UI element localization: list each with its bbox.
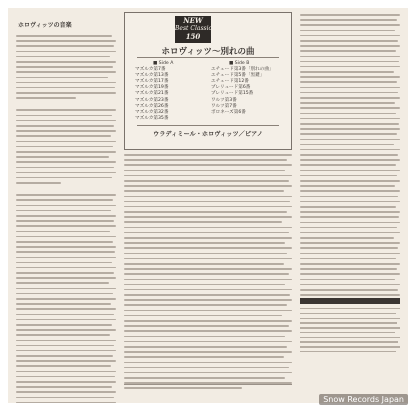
text-line — [300, 164, 396, 166]
text-line — [300, 185, 395, 187]
text-line — [300, 19, 397, 21]
side-b-track: エチュード第5番「黒鍵」 — [211, 73, 265, 79]
series-logo-line-2: Best Classics — [175, 25, 215, 32]
text-line — [300, 247, 398, 249]
liner-notes-middle-column — [124, 154, 292, 394]
text-line — [16, 267, 116, 269]
text-line — [300, 133, 397, 135]
text-line — [16, 303, 111, 305]
text-line — [300, 273, 400, 275]
text-line — [16, 355, 113, 357]
side-b-track: プレリュード第15番 — [211, 91, 254, 97]
text-line — [124, 351, 292, 353]
side-b-tracklist — [211, 61, 281, 116]
text-line — [16, 56, 110, 58]
side-a-track: マズルカ第21番 — [135, 91, 169, 97]
text-line — [16, 167, 114, 169]
table-row — [300, 337, 400, 338]
copyright-footer-line — [124, 384, 292, 385]
side-a-track: マズルカ第23番 — [135, 97, 169, 103]
side-b-track: エチュード第3番「別れの曲」 — [211, 67, 274, 73]
text-line — [300, 206, 396, 208]
text-line — [124, 190, 284, 192]
text-line — [16, 177, 112, 179]
left-column-heading: ホロヴィッツの音楽 — [18, 22, 72, 29]
table-row — [300, 322, 397, 323]
text-line — [300, 294, 400, 296]
side-b-track: エチュード第12番 — [211, 79, 249, 85]
side-b-track: ワルツ第3番 — [211, 97, 237, 103]
side-a-label: ■ Side A — [153, 61, 174, 66]
text-line — [300, 253, 400, 255]
text-line — [16, 172, 116, 174]
text-line — [124, 372, 292, 374]
text-line — [16, 194, 116, 196]
text-line — [124, 258, 292, 260]
table-row — [300, 308, 400, 309]
text-line — [16, 161, 116, 163]
text-line — [300, 50, 396, 52]
text-line — [16, 272, 114, 274]
text-line — [16, 308, 116, 310]
text-line — [16, 386, 112, 388]
text-line — [124, 247, 292, 249]
liner-notes-left-column — [16, 14, 116, 394]
text-line — [16, 334, 110, 336]
text-line — [16, 345, 114, 347]
text-line — [124, 268, 292, 270]
text-line — [300, 289, 398, 291]
text-line — [300, 97, 400, 99]
text-line — [124, 253, 287, 255]
text-line — [16, 51, 116, 53]
text-line — [124, 336, 285, 338]
text-line — [16, 381, 116, 383]
text-line — [16, 391, 116, 393]
text-line — [124, 346, 287, 348]
text-line — [300, 66, 400, 68]
text-line — [16, 282, 109, 284]
text-line — [16, 262, 112, 264]
text-line — [124, 232, 289, 234]
text-line — [124, 279, 292, 281]
text-line — [124, 362, 292, 364]
table-row — [300, 341, 398, 342]
text-line — [300, 61, 399, 63]
text-line — [16, 329, 116, 331]
text-line — [300, 201, 400, 203]
text-line — [300, 81, 397, 83]
text-line — [300, 56, 400, 58]
table-row — [300, 346, 400, 347]
text-line — [16, 376, 115, 378]
text-line — [16, 141, 116, 143]
table-row — [300, 327, 400, 328]
text-line — [16, 61, 116, 63]
text-line — [16, 146, 113, 148]
text-line — [16, 130, 116, 132]
text-line — [124, 273, 289, 275]
text-line — [300, 92, 398, 94]
text-line — [16, 92, 116, 94]
side-b-label: ■ Side B — [229, 61, 250, 66]
watermark: Snow Records Japan — [319, 394, 408, 405]
text-line — [16, 182, 61, 184]
text-line — [16, 241, 113, 243]
text-line — [16, 66, 113, 68]
side-a-track: マズルカ第26番 — [135, 103, 169, 109]
text-line — [300, 139, 400, 141]
text-line — [124, 315, 282, 317]
text-line — [16, 45, 114, 47]
text-line — [16, 77, 108, 79]
text-line — [300, 284, 400, 286]
text-line — [124, 175, 292, 177]
text-line — [124, 320, 292, 322]
album-info-panel — [124, 12, 292, 150]
text-line — [124, 367, 289, 369]
text-line — [124, 330, 292, 332]
text-line — [124, 221, 282, 223]
text-line — [300, 196, 398, 198]
text-line — [124, 310, 292, 312]
text-line — [300, 175, 397, 177]
text-line — [124, 304, 287, 306]
text-line — [124, 206, 292, 208]
text-line — [16, 210, 111, 212]
side-b-track: プレリュード第6番 — [211, 85, 251, 91]
text-line — [124, 387, 242, 389]
side-b-track: ワルツ第7番 — [211, 103, 237, 109]
text-line — [124, 180, 289, 182]
text-line — [16, 257, 116, 259]
text-line — [124, 227, 292, 229]
text-line — [16, 87, 115, 89]
text-line — [124, 201, 290, 203]
text-line — [16, 109, 116, 111]
text-line — [300, 216, 399, 218]
text-line — [16, 340, 116, 342]
recording-data-table — [300, 308, 400, 358]
text-line — [300, 170, 400, 172]
side-a-track: マズルカ第17番 — [135, 79, 169, 85]
text-line — [16, 319, 116, 321]
text-line — [300, 232, 400, 234]
text-line — [16, 371, 116, 373]
recording-data-heading — [300, 298, 400, 304]
text-line — [16, 251, 115, 253]
text-line — [16, 156, 109, 158]
table-row — [300, 318, 400, 319]
text-line — [124, 377, 285, 379]
table-row — [300, 332, 395, 333]
text-line — [16, 324, 112, 326]
text-line — [300, 113, 396, 115]
text-line — [16, 135, 111, 137]
text-line — [124, 159, 287, 161]
text-line — [124, 211, 287, 213]
text-line — [16, 199, 113, 201]
side-a-track: マズルカ第13番 — [135, 73, 169, 79]
text-line — [16, 236, 116, 238]
text-line — [124, 289, 292, 291]
text-line — [124, 294, 290, 296]
album-title: ホロヴィッツ〜別れの曲 — [161, 47, 255, 57]
text-line — [124, 325, 289, 327]
text-line — [300, 71, 394, 73]
text-line — [16, 397, 114, 399]
side-a-track: マズルカ第7番 — [135, 67, 166, 73]
text-line — [300, 268, 397, 270]
title-rule — [137, 57, 279, 58]
text-line — [124, 216, 292, 218]
text-line — [300, 45, 400, 47]
performer-rule — [137, 125, 279, 126]
text-line — [300, 190, 400, 192]
text-line — [300, 227, 397, 229]
text-line — [300, 102, 395, 104]
text-line — [300, 30, 395, 32]
text-line — [16, 350, 116, 352]
side-a-track: マズルカ第32番 — [135, 109, 169, 115]
text-line — [16, 97, 76, 99]
text-line — [124, 196, 292, 198]
text-line — [16, 205, 116, 207]
text-line — [300, 180, 400, 182]
text-line — [16, 293, 113, 295]
text-line — [124, 356, 284, 358]
text-line — [300, 149, 400, 151]
text-line — [124, 237, 292, 239]
series-logo — [175, 16, 215, 43]
text-line — [16, 40, 116, 42]
text-line — [16, 215, 116, 217]
table-row — [300, 351, 396, 352]
text-line — [300, 107, 400, 109]
text-line — [300, 222, 400, 224]
text-line — [16, 277, 116, 279]
text-line — [300, 159, 400, 161]
text-line — [300, 123, 399, 125]
liner-notes-sheet — [8, 8, 408, 403]
text-line — [16, 220, 114, 222]
text-line — [300, 14, 400, 16]
text-line — [300, 154, 398, 156]
text-line — [124, 341, 292, 343]
text-line — [300, 211, 400, 213]
text-line — [300, 24, 400, 26]
text-line — [16, 314, 114, 316]
text-line — [16, 115, 112, 117]
text-line — [16, 71, 116, 73]
text-line — [124, 154, 292, 156]
text-line — [16, 120, 116, 122]
side-a-track: マズルカ第19番 — [135, 85, 169, 91]
text-line — [124, 170, 285, 172]
text-line — [300, 40, 398, 42]
side-b-track: ポロネーズ第6番 — [211, 109, 246, 115]
text-line — [300, 258, 396, 260]
text-line — [124, 263, 284, 265]
text-line — [16, 365, 111, 367]
text-line — [16, 82, 116, 84]
text-line — [16, 231, 110, 233]
performer-credit: ウラディミール・ホロヴィッツ／ピアノ — [153, 131, 263, 138]
text-line — [300, 35, 400, 37]
text-line — [300, 263, 400, 265]
series-logo-line-3: 150 — [185, 32, 201, 41]
table-row — [300, 313, 396, 314]
text-line — [16, 298, 116, 300]
text-line — [300, 128, 400, 130]
series-logo-line-1: NEW — [183, 16, 203, 25]
text-line — [16, 360, 116, 362]
side-a-track: マズルカ第35番 — [135, 115, 169, 121]
text-line — [124, 164, 292, 166]
text-line — [124, 284, 285, 286]
text-line — [16, 225, 116, 227]
text-line — [16, 246, 116, 248]
text-line — [300, 144, 394, 146]
text-line — [16, 402, 116, 403]
text-line — [300, 87, 400, 89]
text-line — [16, 125, 114, 127]
text-line — [300, 242, 400, 244]
text-line — [124, 185, 292, 187]
text-line — [16, 35, 112, 37]
text-line — [124, 299, 292, 301]
side-a-tracklist — [135, 61, 205, 122]
text-line — [300, 76, 400, 78]
text-line — [124, 242, 285, 244]
text-line — [16, 288, 116, 290]
text-line — [300, 237, 394, 239]
text-line — [300, 279, 395, 281]
text-line — [300, 118, 400, 120]
text-line — [16, 151, 116, 153]
